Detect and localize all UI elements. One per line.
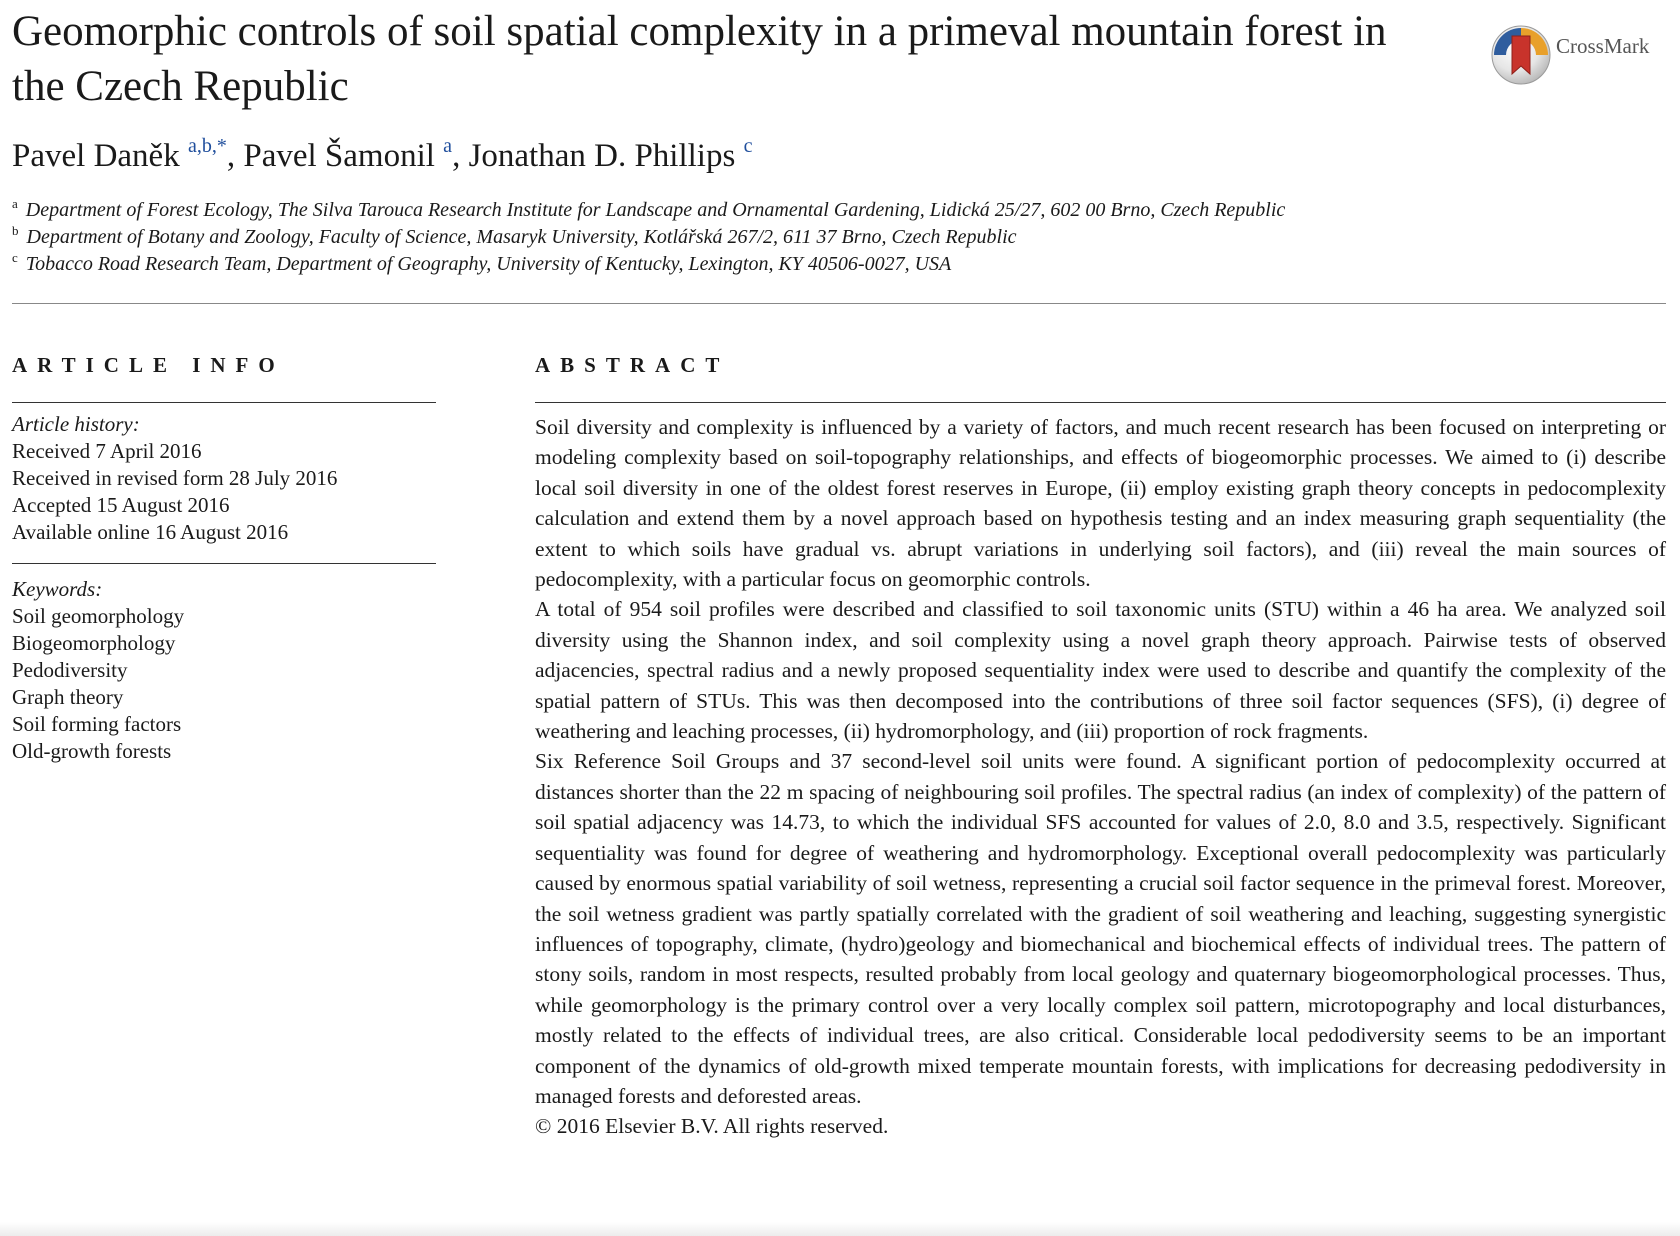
author-separator: , <box>452 138 469 174</box>
author-list <box>12 136 752 176</box>
keyword-item: Biogeomorphology <box>12 631 176 655</box>
abstract-divider <box>535 402 1666 403</box>
keywords-divider <box>12 563 436 564</box>
author-affiliation-marker[interactable]: a,b,* <box>187 135 227 157</box>
article-history-label: Article history: <box>12 412 140 436</box>
author-affiliation-marker[interactable]: a <box>443 135 453 157</box>
abstract-paragraph: Six Reference Soil Groups and 37 second-level soil units were found. A significant portion of pedocomplexity occurred at distances shorter than the 22 m spacing of neighbouring soil profiles. The spectral radius (an index of complexity) of the pattern of soil spatial adjacency was 14.73, to which the individual SFS accounted for values of 2.0, 8.0 and 3.5, respectively. Significant sequentiality was found for degree of weathering and hydromorphology. Exceptional overall pedocomplexity was particularly caused by enormous spatial variability of soil wetness, representing a crucial soil factor sequence in the primeval forest. Moreover, the soil wetness gradient was partly spatially correlated with the gradient of soil weathering and leaching, suggesting synergistic influences of topography, climate, (hydro)geology and biomechanical and biochemical effects of individual trees. The pattern of stony soils, random in most respects, resulted probably from local geology and quaternary biogeomorphological processes. Thus, while geomorphology is the primary control over a very locally complex soil pattern, microtopography and local disturbances, mostly related to the effects of individual trees, are also critical. Considerable local pedodiversity seems to be an important component of the dynamics of old-growth mixed temperate mountain forests, with implications for decreasing pedodiversity in managed forests and deforested areas. <box>535 749 1666 1108</box>
affiliation-marker: b <box>12 223 19 238</box>
keyword-item: Soil forming factors <box>12 712 182 736</box>
author-name[interactable]: Pavel Šamonil <box>243 138 435 174</box>
abstract-paragraph: A total of 954 soil profiles were described and classified to soil taxonomic units (STU) within a 46 ha area. We analyzed soil diversity using the Shannon index, and soil complexity using a novel graph theory approach. Pairwise tests of observed adjacencies, spectral radius and a newly proposed sequentiality index were used to describe and quantify the complexity of the spatial pattern of STUs. This was then decomposed into the contributions of three soil factor sequences (SFS), (i) degree of weathering and leaching processes, (ii) hydromorphology, and (iii) proportion of rock fragments. <box>535 597 1666 744</box>
crossmark-label: CrossMark <box>1556 33 1650 58</box>
history-online: Available online 16 August 2016 <box>12 520 289 544</box>
article-history <box>12 411 337 546</box>
affiliation-item <box>12 197 1612 224</box>
page-bottom-shadow <box>0 1222 1680 1236</box>
copyright-notice: © 2016 Elsevier B.V. All rights reserved. <box>535 1114 889 1139</box>
affiliations <box>12 197 1612 278</box>
author-name[interactable]: Jonathan D. Phillips <box>468 138 736 174</box>
history-received: Received 7 April 2016 <box>12 439 202 463</box>
keyword-item: Pedodiversity <box>12 658 128 682</box>
keyword-item: Soil geomorphology <box>12 604 185 628</box>
abstract-paragraph: Soil diversity and complexity is influenced by a variety of factors, and much recent research has been focused on interpreting or modeling complexity based on soil-topography relationships, and effects of biogeomorphic processes. We aimed to (i) describe local soil diversity in one of the oldest forest reserves in Europe, (ii) employ existing graph theory concepts in pedocomplexity calculation and extend them by a novel approach based on hypothesis testing and an index measuring graph sequentiality (the extent to which soils have gradual vs. abrupt variations in underlying soil factors), and (iii) reveal the main sources of pedocomplexity, with a particular focus on geomorphic controls. <box>535 415 1666 592</box>
affiliation-marker: c <box>12 250 18 265</box>
affiliation-marker: a <box>12 196 18 211</box>
keyword-item: Graph theory <box>12 685 124 709</box>
affiliation-text: Department of Botany and Zoology, Faculty of Science, Masaryk University, Kotlářská 267/2, 611 37 Brno, Czech Republic <box>26 226 1017 248</box>
article-info-divider <box>12 402 436 403</box>
crossmark-icon <box>1490 24 1552 86</box>
affiliation-text: Tobacco Road Research Team, Department of Geography, University of Kentucky, Lexington, KY 40506-0027, USA <box>25 253 952 275</box>
history-accepted: Accepted 15 August 2016 <box>12 493 230 517</box>
affiliation-text: Department of Forest Ecology, The Silva Tarouca Research Institute for Landscape and Ornamental Gardening, Lidická 25/27, 602 00 Brno, Czech Republic <box>25 199 1286 221</box>
article-info-heading: ARTICLE INFO <box>12 353 285 377</box>
crossmark-badge[interactable] <box>1490 20 1670 90</box>
header-divider <box>12 303 1666 304</box>
abstract-heading: ABSTRACT <box>535 353 730 377</box>
keyword-item: Old-growth forests <box>12 739 172 763</box>
keywords <box>12 576 184 765</box>
affiliation-item <box>12 224 1612 251</box>
history-revised: Received in revised form 28 July 2016 <box>12 466 338 490</box>
affiliation-item <box>12 251 1612 278</box>
author-separator: , <box>226 138 244 174</box>
article-title: Geomorphic controls of soil spatial complexity in a primeval mountain forest in the Czech Republic <box>12 8 1387 110</box>
abstract-body <box>535 412 1666 1142</box>
author-name[interactable]: Pavel Daněk <box>12 138 180 174</box>
keywords-label: Keywords: <box>12 577 103 601</box>
author-affiliation-marker[interactable]: c <box>743 135 753 157</box>
